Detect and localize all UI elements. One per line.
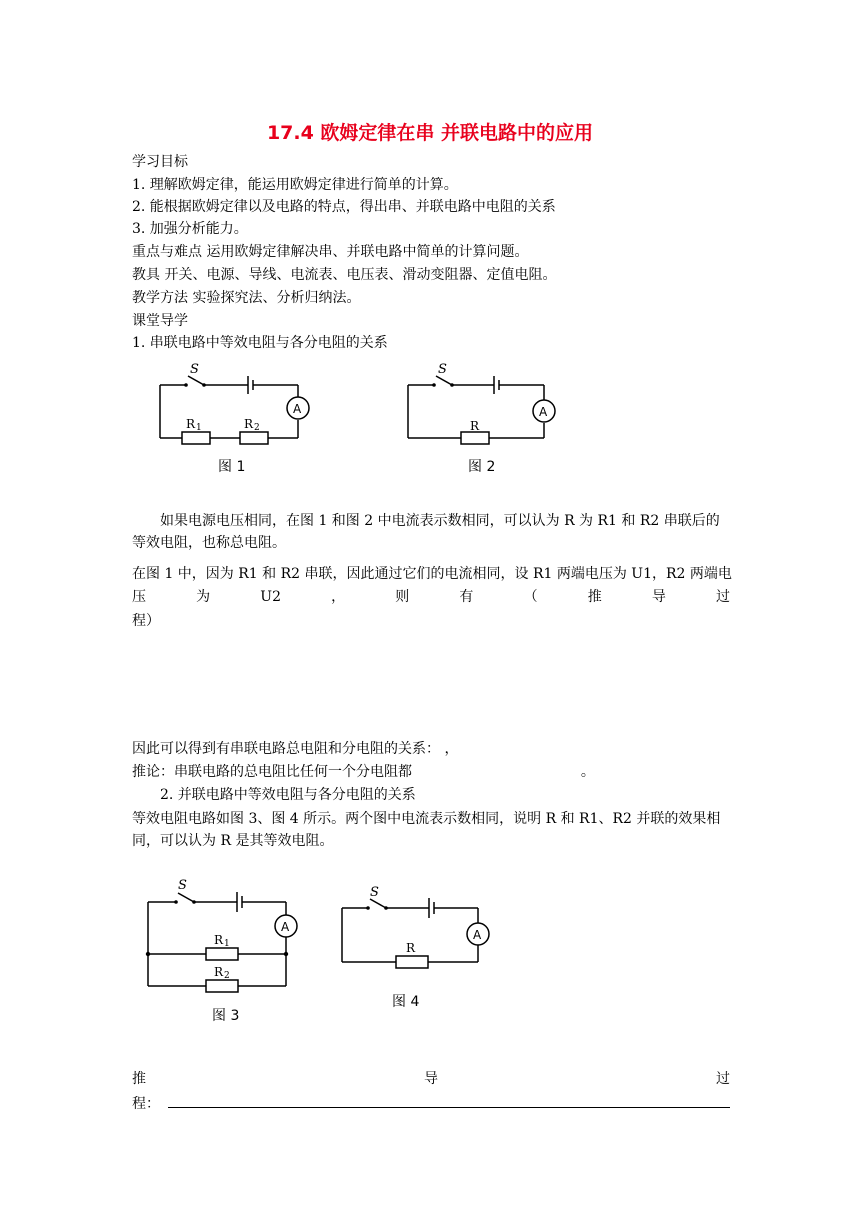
key-points: 重点与难点 运用欧姆定律解决串、并联电路中简单的计算问题。 — [132, 244, 529, 260]
figure-2-equivalent-circuit — [398, 360, 568, 480]
teaching-methods: 教学方法 实验探究法、分析归纳法。 — [132, 290, 361, 306]
figure-3-caption: 图 3 — [212, 1008, 240, 1024]
answer-blank-line[interactable] — [168, 1107, 730, 1108]
ammeter-label: A — [281, 920, 290, 934]
teaching-tools: 教具 开关、电源、导线、电流表、电压表、滑动变阻器、定值电阻。 — [132, 267, 557, 283]
r2-label: R — [244, 417, 254, 431]
figure-3-parallel-circuit — [130, 872, 310, 1032]
objectives-heading: 学习目标 — [132, 154, 188, 170]
objective-1: 1. 理解欧姆定律，能运用欧姆定律进行简单的计算。 — [132, 177, 458, 193]
r2-subscript: 2 — [254, 423, 260, 433]
r2-label: R — [214, 965, 224, 979]
derivation-prompt-line1: 推 导 过 — [132, 1071, 730, 1087]
r-label: R — [406, 941, 416, 955]
paragraph-derivation-line1: 在图 1 中，因为 R1 和 R2 串联，因此通过它们的电流相同，设 R1 两端电压为 U1，R2 两端电 — [132, 566, 732, 582]
guide-heading: 课堂导学 — [132, 313, 188, 329]
figure-1-series-circuit — [150, 360, 320, 480]
section2-heading: 2. 并联电路中等效电阻与各分电阻的关系 — [160, 787, 416, 803]
r2-subscript: 2 — [224, 971, 230, 981]
objective-3: 3. 加强分析能力。 — [132, 221, 248, 237]
paragraph-derivation-line3: 程） — [132, 613, 160, 629]
r1-subscript: 1 — [196, 423, 202, 433]
switch-label: S — [190, 362, 199, 377]
figure-2-caption: 图 2 — [468, 459, 496, 475]
ammeter-label: A — [473, 928, 482, 942]
r1-subscript: 1 — [224, 939, 230, 949]
section1-heading: 1. 串联电路中等效电阻与各分电阻的关系 — [132, 335, 388, 351]
objective-2: 2. 能根据欧姆定律以及电路的特点，得出串、并联电路中电阻的关系 — [132, 199, 556, 215]
series-inference: 推论：串联电路的总电阻比任何一个分电阻都 。 — [132, 764, 595, 780]
paragraph-parallel-equivalent: 等效电阻电路如图 3、图 4 所示。两个图中电流表示数相同，说明 R 和 R1、R2 并联的效果相同，可以认为 R 是其等效电阻。 — [132, 811, 721, 849]
switch-label: S — [370, 885, 379, 900]
ammeter-label: A — [293, 402, 302, 416]
r-label: R — [470, 419, 480, 433]
r1-label: R — [214, 933, 224, 947]
figure-4-caption: 图 4 — [392, 994, 420, 1010]
derivation-prompt-line2: 程： — [132, 1096, 160, 1112]
ammeter-label: A — [539, 405, 548, 419]
switch-label: S — [178, 878, 187, 893]
paragraph-derivation-line2: 压 为 U2 ， 则 有 （ 推 导 过 — [132, 589, 730, 605]
switch-label: S — [438, 362, 447, 377]
paragraph-equivalent-resistance: 如果电源电压相同，在图 1 和图 2 中电流表示数相同，可以认为 R 为 R1 和 R2 串联后的等效电阻，也称总电阻。 — [132, 513, 720, 551]
document-title: 17.4 欧姆定律在串 并联电路中的应用 — [266, 122, 594, 144]
r1-label: R — [186, 417, 196, 431]
figure-4-equivalent-circuit — [330, 872, 500, 1022]
series-conclusion: 因此可以得到有串联电路总电阻和分电阻的关系： ， — [132, 741, 459, 757]
figure-1-caption: 图 1 — [218, 459, 246, 475]
